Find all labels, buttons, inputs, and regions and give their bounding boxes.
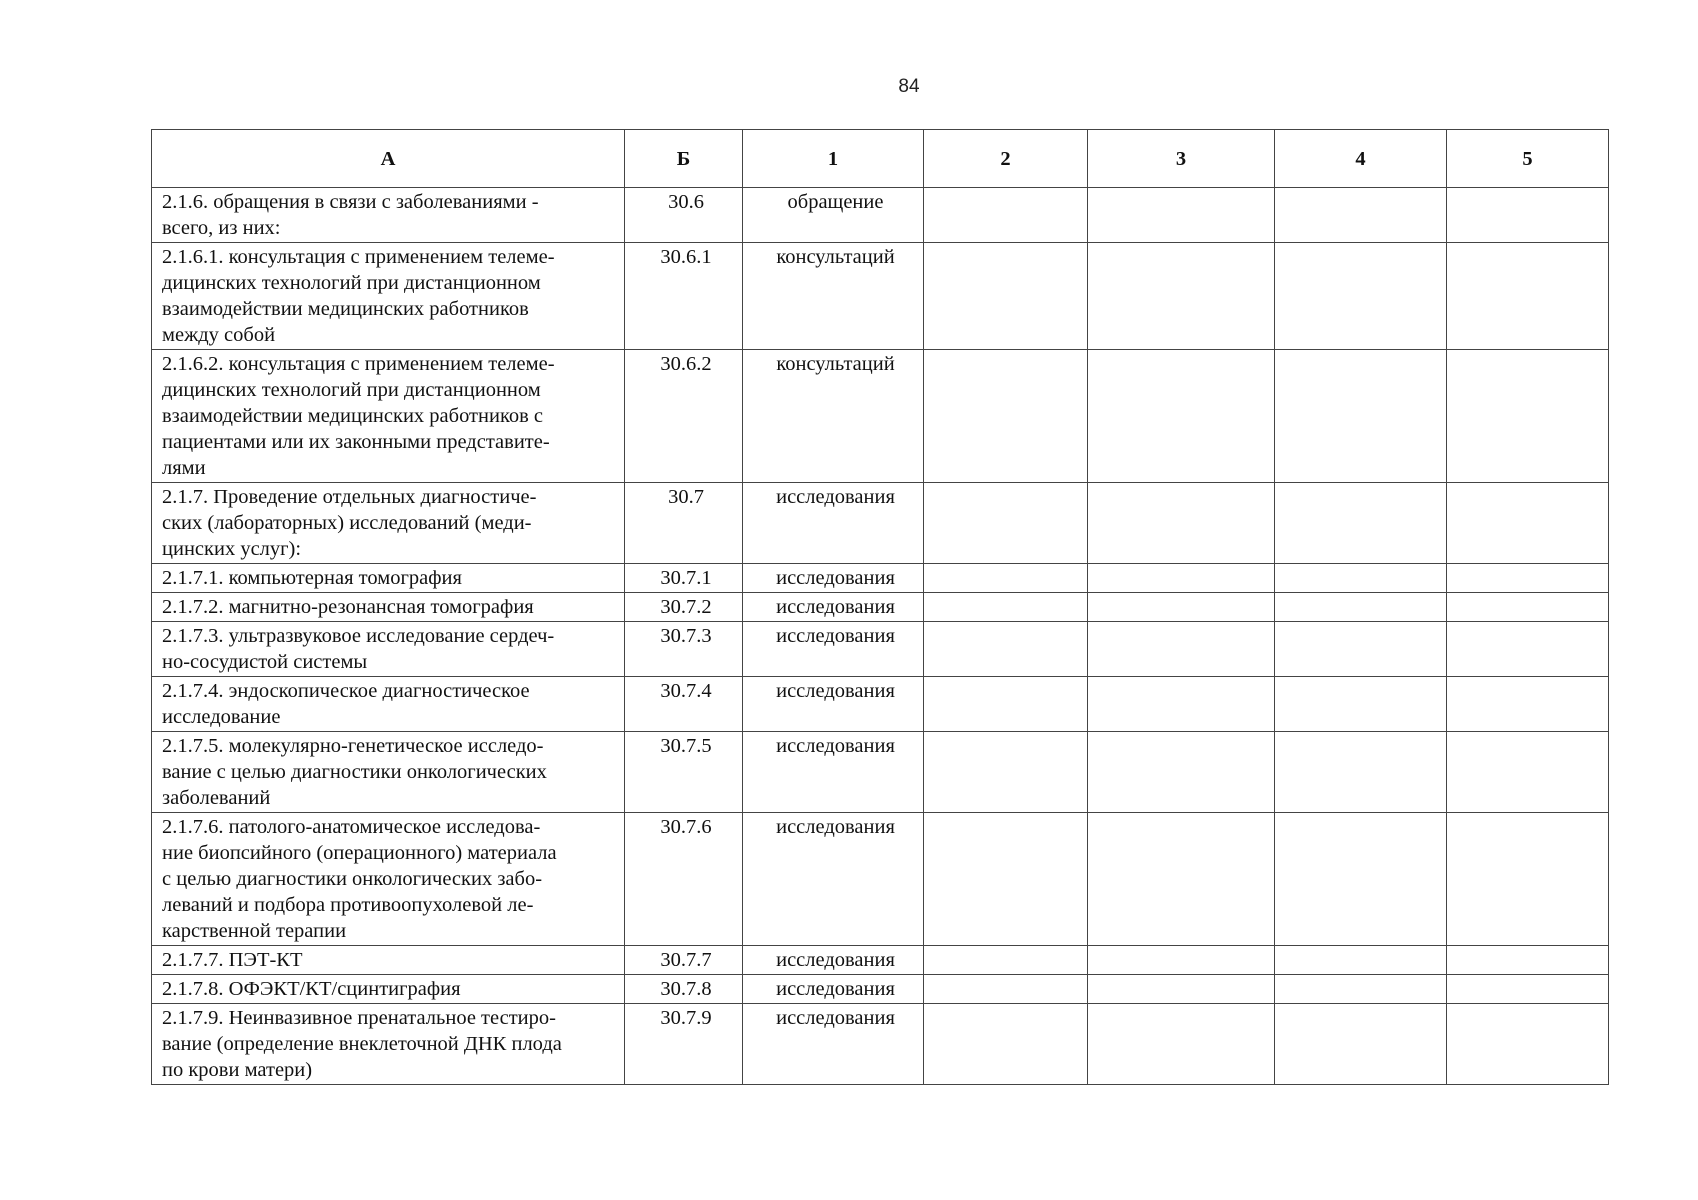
table-row xyxy=(152,350,1609,483)
value-cell-col-2 xyxy=(924,622,1088,677)
row-code-cell: 30.6.2 xyxy=(625,350,743,483)
value-cell-col-5 xyxy=(1447,243,1609,350)
indicator-name-line: взаимодействии медицинских работников с xyxy=(162,405,544,427)
indicator-name-line: исследование xyxy=(162,706,281,728)
indicator-name-line: 2.1.7.4. эндоскопическое диагностическое xyxy=(162,680,530,702)
value-cell-col-3 xyxy=(1088,564,1275,593)
value-cell-col-5 xyxy=(1447,622,1609,677)
unit-cell: исследования xyxy=(743,622,924,677)
table-row xyxy=(152,946,1609,975)
row-code-cell: 30.6 xyxy=(625,188,743,243)
header-col-b: Б xyxy=(625,130,743,188)
indicator-name-cell xyxy=(152,593,625,622)
table-row xyxy=(152,1004,1609,1085)
unit-cell: консультаций xyxy=(743,243,924,350)
indicator-name-line: ние биопсийного (операционного) материала xyxy=(162,842,557,864)
unit-cell: исследования xyxy=(743,813,924,946)
value-cell-col-2 xyxy=(924,677,1088,732)
value-cell-col-4 xyxy=(1275,975,1447,1004)
row-code-cell: 30.7 xyxy=(625,483,743,564)
indicator-name-cell xyxy=(152,243,625,350)
indicator-name-cell xyxy=(152,564,625,593)
indicator-name-line: вание с целью диагностики онкологических xyxy=(162,761,547,783)
indicator-name-line: 2.1.7.7. ПЭТ-КТ xyxy=(162,949,303,971)
table-row xyxy=(152,975,1609,1004)
indicator-name-line: цинских услуг): xyxy=(162,538,302,560)
indicator-name-line: лями xyxy=(162,457,206,479)
table-row xyxy=(152,243,1609,350)
value-cell-col-2 xyxy=(924,188,1088,243)
row-code-cell: 30.7.4 xyxy=(625,677,743,732)
value-cell-col-4 xyxy=(1275,622,1447,677)
value-cell-col-5 xyxy=(1447,732,1609,813)
table-row xyxy=(152,813,1609,946)
value-cell-col-5 xyxy=(1447,593,1609,622)
indicator-name-line: 2.1.6.1. консультация с применением телеме- xyxy=(162,246,555,268)
value-cell-col-5 xyxy=(1447,564,1609,593)
indicator-name-cell xyxy=(152,622,625,677)
value-cell-col-2 xyxy=(924,593,1088,622)
header-col-3: 3 xyxy=(1088,130,1275,188)
value-cell-col-3 xyxy=(1088,677,1275,732)
value-cell-col-3 xyxy=(1088,946,1275,975)
indicator-name-cell xyxy=(152,975,625,1004)
value-cell-col-5 xyxy=(1447,483,1609,564)
value-cell-col-4 xyxy=(1275,483,1447,564)
value-cell-col-4 xyxy=(1275,732,1447,813)
indicator-name-line: 2.1.7.8. ОФЭКТ/КТ/сцинтиграфия xyxy=(162,978,461,1000)
indicator-name-line: леваний и подбора противоопухолевой ле- xyxy=(162,894,534,916)
unit-cell: исследования xyxy=(743,975,924,1004)
value-cell-col-3 xyxy=(1088,350,1275,483)
value-cell-col-3 xyxy=(1088,1004,1275,1085)
value-cell-col-3 xyxy=(1088,593,1275,622)
indicator-name-line: 2.1.7.6. патолого-анатомическое исследова- xyxy=(162,816,541,838)
indicator-name-line: 2.1.6. обращения в связи с заболеваниями - xyxy=(162,191,539,213)
value-cell-col-5 xyxy=(1447,188,1609,243)
value-cell-col-2 xyxy=(924,483,1088,564)
indicator-name-line: 2.1.7.9. Неинвазивное пренатальное тестиро- xyxy=(162,1007,556,1029)
table-row xyxy=(152,622,1609,677)
value-cell-col-5 xyxy=(1447,677,1609,732)
row-code-cell: 30.7.7 xyxy=(625,946,743,975)
statistics-table xyxy=(151,129,1609,1085)
value-cell-col-4 xyxy=(1275,946,1447,975)
header-col-2: 2 xyxy=(924,130,1088,188)
value-cell-col-3 xyxy=(1088,813,1275,946)
indicator-name-line: взаимодействии медицинских работников xyxy=(162,298,529,320)
unit-cell: исследования xyxy=(743,946,924,975)
value-cell-col-3 xyxy=(1088,188,1275,243)
row-code-cell: 30.7.6 xyxy=(625,813,743,946)
value-cell-col-2 xyxy=(924,813,1088,946)
value-cell-col-4 xyxy=(1275,350,1447,483)
row-code-cell: 30.7.8 xyxy=(625,975,743,1004)
value-cell-col-4 xyxy=(1275,1004,1447,1085)
indicator-name-line: дицинских технологий при дистанционном xyxy=(162,272,541,294)
table-row xyxy=(152,564,1609,593)
indicator-name-line: 2.1.7.5. молекулярно-генетическое исследо- xyxy=(162,735,544,757)
value-cell-col-5 xyxy=(1447,975,1609,1004)
row-code-cell: 30.7.5 xyxy=(625,732,743,813)
table-row xyxy=(152,188,1609,243)
value-cell-col-5 xyxy=(1447,350,1609,483)
row-code-cell: 30.7.1 xyxy=(625,564,743,593)
indicator-name-line: пациентами или их законными представите- xyxy=(162,431,550,453)
value-cell-col-2 xyxy=(924,350,1088,483)
indicator-name-line: ских (лабораторных) исследований (меди- xyxy=(162,512,532,534)
indicator-name-line: карственной терапии xyxy=(162,920,347,942)
value-cell-col-2 xyxy=(924,946,1088,975)
indicator-name-cell xyxy=(152,350,625,483)
value-cell-col-2 xyxy=(924,243,1088,350)
value-cell-col-2 xyxy=(924,975,1088,1004)
value-cell-col-2 xyxy=(924,564,1088,593)
value-cell-col-3 xyxy=(1088,975,1275,1004)
header-col-4: 4 xyxy=(1275,130,1447,188)
value-cell-col-4 xyxy=(1275,677,1447,732)
indicator-name-line: с целью диагностики онкологических забо- xyxy=(162,868,543,890)
indicator-name-line: 2.1.7.1. компьютерная томография xyxy=(162,567,462,589)
table-row xyxy=(152,732,1609,813)
row-code-cell: 30.7.2 xyxy=(625,593,743,622)
value-cell-col-2 xyxy=(924,1004,1088,1085)
value-cell-col-4 xyxy=(1275,593,1447,622)
indicator-name-line: между собой xyxy=(162,324,276,346)
table-body xyxy=(152,188,1609,1085)
table-row xyxy=(152,593,1609,622)
indicator-name-line: заболеваний xyxy=(162,787,271,809)
value-cell-col-5 xyxy=(1447,946,1609,975)
indicator-name-line: но-сосудистой системы xyxy=(162,651,368,673)
unit-cell: консультаций xyxy=(743,350,924,483)
indicator-name-cell xyxy=(152,813,625,946)
row-code-cell: 30.6.1 xyxy=(625,243,743,350)
value-cell-col-2 xyxy=(924,732,1088,813)
header-col-a: А xyxy=(152,130,625,188)
table-row xyxy=(152,677,1609,732)
indicator-name-cell xyxy=(152,1004,625,1085)
value-cell-col-5 xyxy=(1447,813,1609,946)
value-cell-col-4 xyxy=(1275,188,1447,243)
indicator-name-cell xyxy=(152,483,625,564)
value-cell-col-4 xyxy=(1275,243,1447,350)
indicator-name-cell xyxy=(152,188,625,243)
indicator-name-line: 2.1.7.3. ультразвуковое исследование сердеч- xyxy=(162,625,555,647)
unit-cell: исследования xyxy=(743,732,924,813)
value-cell-col-3 xyxy=(1088,622,1275,677)
indicator-name-line: по крови матери) xyxy=(162,1059,313,1081)
indicator-name-cell xyxy=(152,732,625,813)
unit-cell: исследования xyxy=(743,677,924,732)
header-col-5: 5 xyxy=(1447,130,1609,188)
indicator-name-line: дицинских технологий при дистанционном xyxy=(162,379,541,401)
row-code-cell: 30.7.3 xyxy=(625,622,743,677)
indicator-name-cell xyxy=(152,677,625,732)
value-cell-col-3 xyxy=(1088,483,1275,564)
indicator-name-line: 2.1.7. Проведение отдельных диагностиче- xyxy=(162,486,537,508)
unit-cell: исследования xyxy=(743,593,924,622)
page-number: 84 xyxy=(898,76,920,97)
value-cell-col-3 xyxy=(1088,243,1275,350)
indicator-name-line: вание (определение внеклеточной ДНК плода xyxy=(162,1033,562,1055)
value-cell-col-4 xyxy=(1275,564,1447,593)
unit-cell: исследования xyxy=(743,564,924,593)
unit-cell: исследования xyxy=(743,1004,924,1085)
header-row xyxy=(152,130,1609,188)
unit-cell: обращение xyxy=(743,188,924,243)
indicator-name-cell xyxy=(152,946,625,975)
value-cell-col-4 xyxy=(1275,813,1447,946)
row-code-cell: 30.7.9 xyxy=(625,1004,743,1085)
table-row xyxy=(152,483,1609,564)
indicator-name-line: всего, из них: xyxy=(162,217,281,239)
value-cell-col-3 xyxy=(1088,732,1275,813)
header-col-1: 1 xyxy=(743,130,924,188)
indicator-name-line: 2.1.7.2. магнитно-резонансная томография xyxy=(162,596,534,618)
value-cell-col-5 xyxy=(1447,1004,1609,1085)
unit-cell: исследования xyxy=(743,483,924,564)
indicator-name-line: 2.1.6.2. консультация с применением телеме- xyxy=(162,353,555,375)
